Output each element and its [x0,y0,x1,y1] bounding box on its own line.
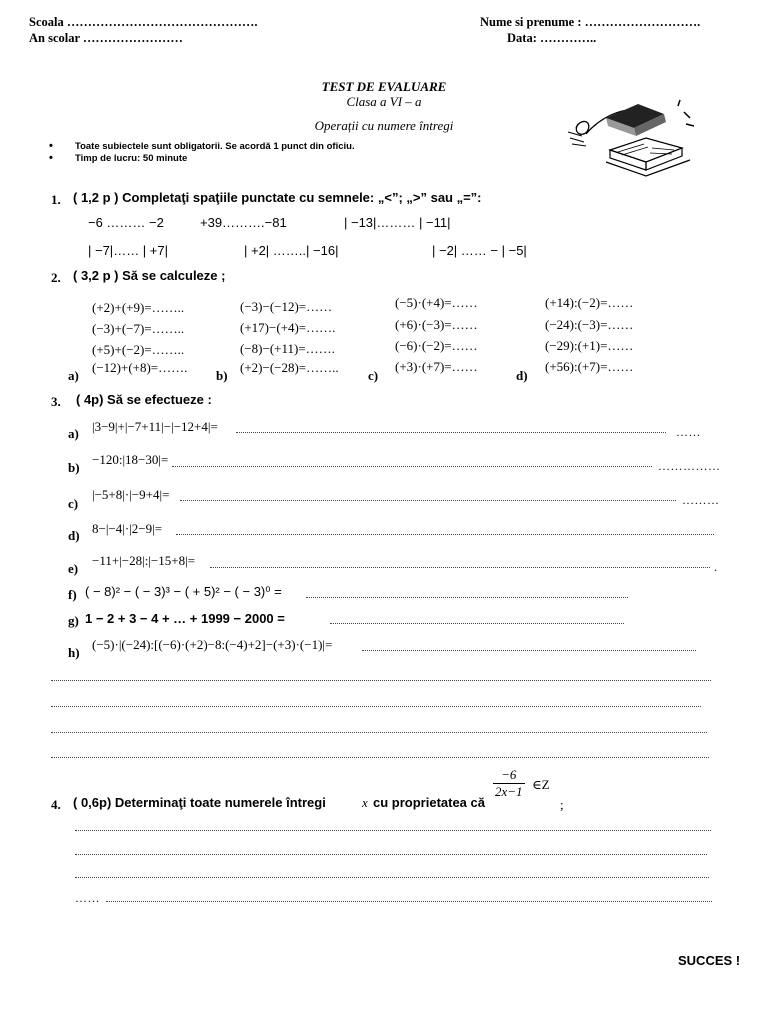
q4-number: 4. [51,797,61,812]
q1-item: | −7|…… | +7| [88,243,168,258]
q3-label: g) [68,613,79,628]
answer-line[interactable] [75,854,707,855]
q1-number: 1. [51,192,61,207]
q2c-expr: (+6)·(−3)=…… [395,317,478,332]
q2b-expr: (−8)−(+11)=……. [240,341,335,356]
q2a-expr: (−3)+(−7)=…….. [92,321,185,336]
q3-label: e) [68,561,79,576]
answer-line[interactable] [176,534,714,535]
q2-label-a: a) [68,368,79,383]
rule-item: • Toate subiectele sunt obligatorii. Se acordă 1 punct din oficiu. [75,141,355,152]
answer-line[interactable] [51,732,707,733]
q2b-expr: (+2)−(−28)=…….. [240,360,339,375]
q2-label-d: d) [516,368,528,383]
q2-label-b: b) [216,368,228,383]
topic-subtitle: Operații cu numere întregi [314,118,454,133]
q2d-expr: (+56):(+7)=…… [545,359,634,374]
test-title: TEST DE EVALUARE [321,79,447,94]
q2c-expr: (+3)·(+7)=…… [395,359,478,374]
q4-end: ; [560,797,564,812]
q2d-expr: (+14):(−2)=…… [545,295,634,310]
q3-expr: −120:|18−30|= [92,452,169,467]
q4-member: ∈Z [532,777,550,792]
q1-item: −6 ……… −2 [88,215,164,230]
answer-line[interactable] [362,650,696,651]
q1-item: | −13|……… | −11| [344,215,451,230]
q3-expr: 1 − 2 + 3 − 4 + … + 1999 − 2000 = [85,611,285,626]
class-subtitle: Clasa a VI – a [346,94,422,109]
q3-label: a) [68,426,79,441]
answer-line[interactable] [51,680,711,681]
q3-expr: |3−9|+|−7+11|−|−12+4|= [92,419,218,434]
q3-label: b) [68,460,80,475]
q4-variable: x [362,795,368,810]
answer-line[interactable] [51,706,701,707]
q3-tail: . [714,560,718,574]
q2c-expr: (−6)·(−2)=…… [395,338,478,353]
q3-tail: ……… [682,493,720,507]
q2a-expr: (+5)+(−2)=…….. [92,342,185,357]
q2a-expr: (+2)+(+9)=…….. [92,300,185,315]
q3-expr: 8−|−4|·|2−9|= [92,521,163,536]
q1-item: | −2| …… − | −5| [432,243,527,258]
q2b-expr: (+17)−(+4)=……. [240,320,336,335]
date-line: Data: ………….. [507,31,597,45]
answer-line[interactable] [306,597,628,598]
school-year-line: An scolar …………………… [29,31,183,45]
school-line: Scoala ………………………………………. [29,15,258,29]
q1-item: +39……….−81 [200,215,287,230]
answer-line[interactable] [106,901,712,902]
answer-line[interactable] [75,877,709,878]
q3-expr: −11+|−28|:|−15+8|= [92,553,196,568]
books-icon [566,98,702,184]
q2d-expr: (−29):(+1)=…… [545,338,634,353]
answer-line[interactable] [330,623,624,624]
answer-line[interactable] [180,500,676,501]
name-line: Nume si prenume : ………………………. [480,15,701,29]
succes-text: SUCCES ! [678,953,741,968]
q2-number: 2. [51,270,61,285]
q3-label: c) [68,496,79,511]
q2b-expr: (−3)−(−12)=…… [240,299,333,314]
q3-expr: |−5+8|·|−9+4|= [92,487,170,502]
q4-fraction [493,767,525,800]
q3-label: h) [68,645,80,660]
q4-tail-dots: …… [75,891,100,905]
q3-expr: (−5)·|(−24):[(−6)·(+2)−8:(−4)+2]−(+3)·(−1)|= [92,637,333,652]
q2c-expr: (−5)·(+4)=…… [395,295,478,310]
q3-label: f) [68,587,77,602]
q4-text: ( 0,6p) Determinaţi toate numerele întregi [73,795,326,810]
q3-label: d) [68,528,80,543]
q1-text: ( 1,2 p ) Completaţi spaţiile punctate cu semnele: „<”; „>” sau „=”: [73,190,482,205]
q1-item: | +2| ……..| −16| [244,243,339,258]
q3-text: ( 4p) Să se efectueze : [76,392,212,407]
answer-line[interactable] [75,830,711,831]
fraction-numerator: −6 [493,767,525,784]
q4-text-2: cu proprietatea că [373,795,485,810]
answer-line[interactable] [210,567,710,568]
rule-item: • Timp de lucru: 50 minute [75,153,187,164]
answer-line[interactable] [236,432,666,433]
q2d-expr: (−24):(−3)=…… [545,317,634,332]
q2-label-c: c) [368,368,379,383]
answer-line[interactable] [51,757,709,758]
q3-number: 3. [51,394,61,409]
q3-tail: …… [676,425,701,439]
q2-text: ( 3,2 p ) Să se calculeze ; [73,268,226,283]
q3-expr: ( − 8)² − ( − 3)³ − ( + 5)² − ( − 3)⁰ = [85,584,282,599]
fraction-denominator: 2x−1 [495,784,523,799]
q2a-expr: (−12)+(+8)=……. [92,360,188,375]
q3-tail: …………… [658,459,721,473]
answer-line[interactable] [172,466,652,467]
